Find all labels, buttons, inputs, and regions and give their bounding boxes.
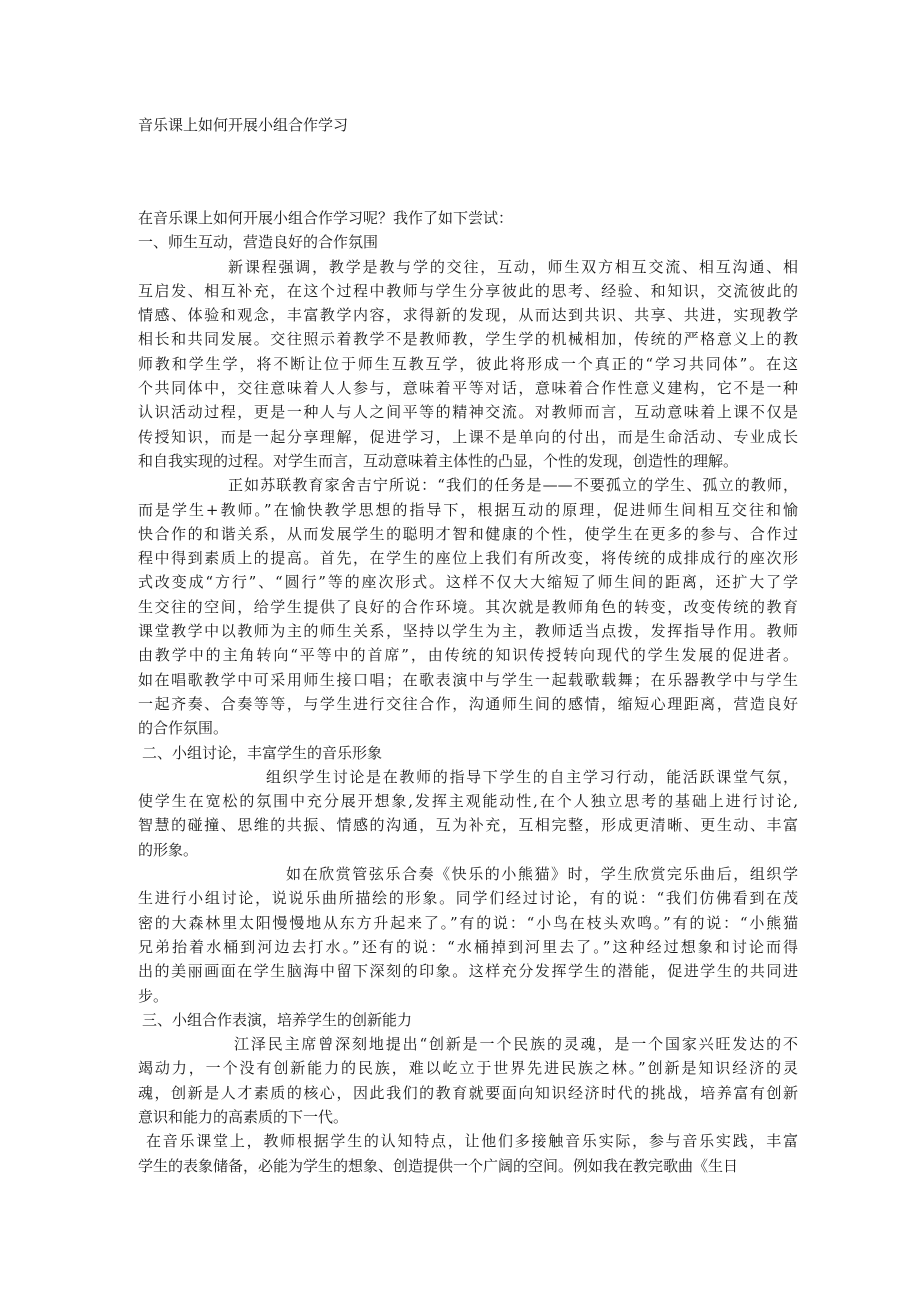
text-line: 在音乐课上如何开展小组合作学习呢？我作了如下尝试： (138, 209, 514, 227)
text-line: 魂，创新是人才素质的核心，因此我们的教育就要面向知识经济时代的挑战，培养富有创新 (138, 1083, 798, 1102)
paragraph (138, 765, 798, 862)
text-line: 三、小组合作表演，培养学生的创新能力 (142, 1010, 413, 1029)
text-line: 密的大森林里太阳慢慢地从东方升起来了。”有的说：“小鸟在枝头欢鸣。”有的说：“小熊猫 (138, 913, 798, 932)
text-line: 课堂教学中以教师为主的师生关系，坚持以学生为主，教师适当点拨，发挥指导作用。教师 (138, 622, 798, 641)
text-line: 兄弟抬着水桶到河边去打水。”还有的说：“水桶掉到河里去了。”这种经过想象和讨论而得 (138, 937, 798, 956)
text-line: 互启发、相互补充，在这个过程中教师与学生分享彼此的思考、经验、和知识，交流彼此的 (138, 281, 798, 300)
paragraph (138, 862, 798, 1008)
text-line: 生交往的空间，给学生提供了良好的合作环境。其次就是教师角色的转变，改变传统的教育 (138, 597, 798, 616)
text-line: 二、小组讨论，丰富学生的音乐形象 (142, 743, 383, 762)
paragraph (138, 1032, 798, 1129)
text-line: 而是学生+教师。”在愉快教学思想的指导下，根据互动的原理，促进师生间相互交往和愉 (138, 500, 798, 519)
text-line: 出的美丽画面在学生脑海中留下深刻的印象。这样充分发挥学生的潜能，促进学生的共同进 (138, 962, 798, 981)
section-heading (138, 206, 798, 230)
text-line: 江泽民主席曾深刻地提出“创新是一个民族的灵魂，是一个国家兴旺发达的不 (234, 1035, 798, 1054)
text-line: 步。 (138, 986, 169, 1005)
text-line: 意识和能力的高素质的下一代。 (138, 1107, 349, 1126)
text-line: 组织学生讨论是在教师的指导下学生的自主学习行动，能活跃课堂气氛， (266, 767, 798, 786)
section-heading (138, 741, 798, 765)
text-line: 的合作氛围。 (138, 719, 229, 738)
text-line: 一、师生互动，营造良好的合作氛围 (138, 233, 379, 252)
text-line: 竭动力，一个没有创新能力的民族，难以屹立于世界先进民族之林。”创新是知识经济的灵 (138, 1059, 798, 1078)
text-line: 生进行小组讨论，说说乐曲所描绘的形象。同学们经过讨论，有的说：“我们仿佛看到在茂 (138, 889, 798, 908)
text-line: 智慧的碰撞、思维的共振、情感的沟通，互为补充，互相完整，形成更清晰、更生动、丰富 (138, 816, 798, 835)
document-title: 音乐课上如何开展小组合作学习 (138, 116, 349, 134)
text-line: 认识活动过程，更是一种人与人之间平等的精神交流。对教师而言，互动意味着上课不仅是 (138, 403, 798, 422)
text-line: 和自我实现的过程。对学生而言，互动意味着主体性的凸显，个性的发现，创造性的理解。 (138, 451, 739, 470)
text-line: 师教和学生学，将不断让位于师生互教互学，彼此将形成一个真正的“学习共同体”。在这 (138, 354, 798, 373)
text-line: 正如苏联教育家舍吉宁所说：“我们的任务是——不要孤立的学生、孤立的教师， (228, 476, 798, 495)
text-line: 相长和共同发展。交往照示着教学不是教师教，学生学的机械相加，传统的严格意义上的教 (138, 330, 798, 349)
document-body (138, 206, 798, 1178)
text-line: 一起齐奏、合奏等等，与学生进行交往合作，沟通师生间的感情，缩短心理距离，营造良好 (138, 694, 798, 713)
paragraph (138, 1129, 798, 1178)
text-line: 学生的表象储备，必能为学生的想象、创造提供一个广阔的空间。例如我在教完歌曲《生日 (138, 1156, 739, 1175)
text-line: 传授知识，而是一起分享理解，促进学习，上课不是单向的付出，而是生命活动、专业成长 (138, 427, 798, 446)
text-line: 由教学中的主角转向“平等中的首席”，由传统的知识传授转向现代的学生发展的促进者。 (138, 646, 798, 665)
text-line: 新课程强调，教学是教与学的交往，互动，师生双方相互交流、相互沟通、相 (228, 257, 798, 276)
text-line: 如在唱歌教学中可采用师生接口唱；在歌表演中与学生一起载歌载舞；在乐器教学中与学生 (138, 670, 798, 689)
text-line: 程中得到素质上的提高。首先，在学生的座位上我们有所改变，将传统的成排成行的座次形 (138, 549, 798, 568)
text-line: 在音乐课堂上，教师根据学生的认知特点，让他们多接触音乐实际，参与音乐实践，丰富 (146, 1132, 798, 1151)
text-line: 快合作的和谐关系，从而发展学生的聪明才智和健康的个性，使学生在更多的参与、合作过 (138, 524, 798, 543)
text-line: 使学生在宽松的氛围中充分展开想象,发挥主观能动性,在个人独立思考的基础上进行讨论, (138, 792, 798, 811)
text-line: 个共同体中，交往意味着人人参与，意味着平等对话，意味着合作性意义建构，它不是一种 (138, 379, 798, 398)
section-heading (138, 230, 798, 254)
paragraph (138, 473, 798, 740)
paragraph (138, 255, 798, 474)
text-line: 情感、体验和观念，丰富教学内容，求得新的发现，从而达到共识、共享、共进，实现教学 (138, 306, 798, 325)
text-line: 如在欣赏管弦乐合奏《快乐的小熊猫》时，学生欣赏完乐曲后，组织学 (286, 865, 798, 884)
section-heading (138, 1008, 798, 1032)
text-line: 式改变成“方行”、“圆行”等的座次形式。这样不仅大大缩短了师生间的距离，还扩大了学 (138, 573, 798, 592)
text-line: 的形象。 (138, 840, 199, 859)
